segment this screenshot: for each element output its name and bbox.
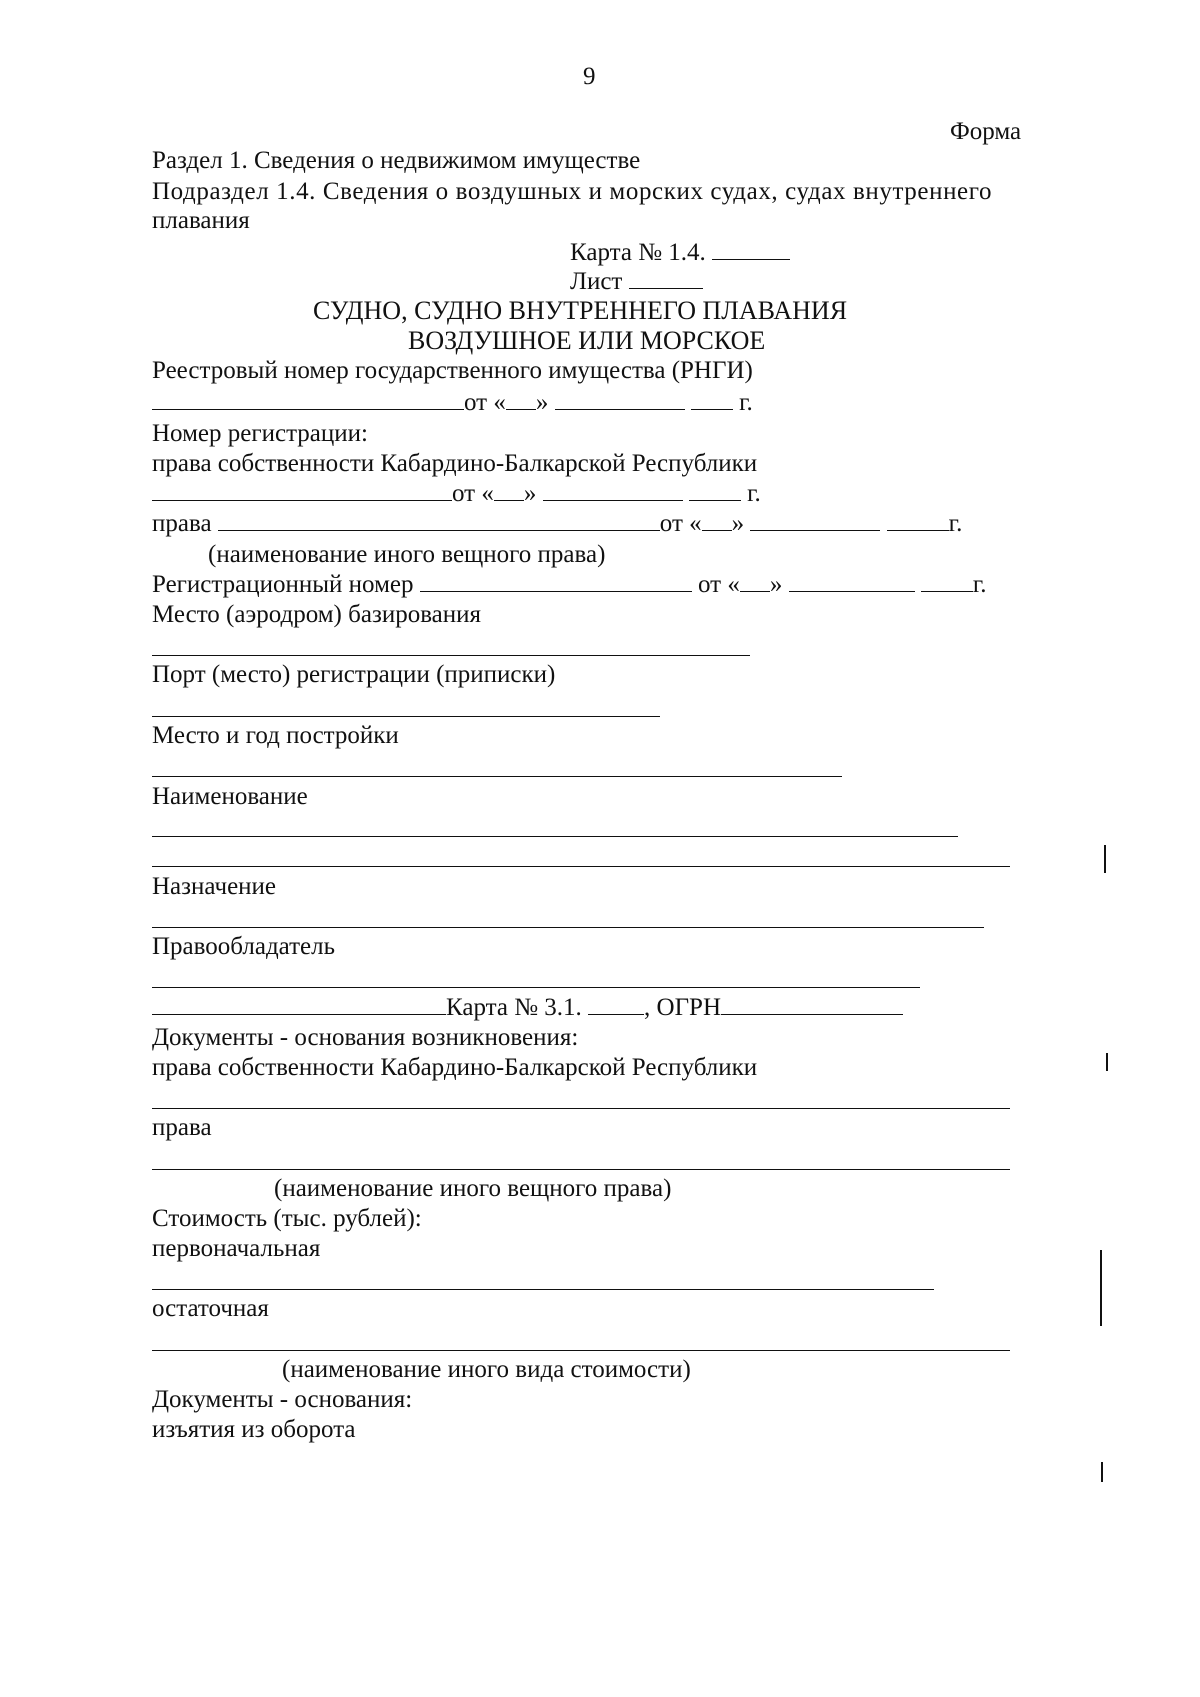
residual-cost-field[interactable] xyxy=(152,1350,1010,1351)
build-place-year-label: Место и год постройки xyxy=(152,722,399,749)
card-title-line1: СУДНО, СУДНО ВНУТРЕННЕГО ПЛАВАНИЯ xyxy=(313,296,848,325)
form-label: Форма xyxy=(950,118,1022,145)
purpose-field[interactable] xyxy=(152,927,984,928)
reg-number-month-field[interactable] xyxy=(789,571,915,592)
sheet-label: Лист xyxy=(570,268,623,295)
subsection-title-line2: плавания xyxy=(152,207,250,234)
year-suffix: г. xyxy=(972,571,987,598)
ogrn-field[interactable] xyxy=(721,994,903,1015)
rightholder-field[interactable] xyxy=(152,987,920,988)
other-right-reg-row xyxy=(152,509,962,539)
other-right-hint: (наименование иного вещного права) xyxy=(208,541,606,568)
ownership-reg-year-field[interactable] xyxy=(689,480,741,501)
ogrn-label: , ОГРН xyxy=(644,994,722,1021)
docs-origin-label: Документы - основания возникновения: xyxy=(152,1024,579,1051)
ownership-reg-row xyxy=(152,479,761,509)
other-right-month-field[interactable] xyxy=(750,510,880,531)
quote-close: » xyxy=(769,571,783,598)
ownership-right-label: права собственности Кабардино-Балкарской Республики xyxy=(152,450,758,477)
initial-cost-label: первоначальная xyxy=(152,1235,321,1262)
other-right-name-field[interactable] xyxy=(218,510,660,531)
build-place-year-field[interactable] xyxy=(152,776,842,777)
rngi-row xyxy=(152,388,753,418)
ownership-reg-month-field[interactable] xyxy=(543,480,683,501)
port-field[interactable] xyxy=(152,716,660,717)
reg-number-field[interactable] xyxy=(420,571,692,592)
cost-label: Стоимость (тыс. рублей): xyxy=(152,1205,422,1232)
scan-edge-mark xyxy=(1106,1053,1108,1071)
year-suffix: г. xyxy=(948,510,963,537)
reg-number-row xyxy=(152,570,987,600)
initial-cost-field[interactable] xyxy=(152,1289,934,1290)
card-number-field[interactable] xyxy=(712,239,790,260)
rngi-day-field[interactable] xyxy=(506,389,536,410)
port-label: Порт (место) регистрации (приписки) xyxy=(152,661,556,688)
from-label: от « xyxy=(464,389,506,416)
ownership-reg-number-field[interactable] xyxy=(152,480,452,501)
ownership-reg-day-field[interactable] xyxy=(494,480,524,501)
rngi-month-field[interactable] xyxy=(555,389,685,410)
withdrawal-label: изъятия из оборота xyxy=(152,1416,356,1443)
reg-number-label: Регистрационный номер xyxy=(152,571,414,598)
other-right-year-field[interactable] xyxy=(887,510,949,531)
name-field-line2[interactable] xyxy=(152,866,1010,867)
name-field-line1[interactable] xyxy=(152,836,958,837)
docs-right-field[interactable] xyxy=(152,1169,1010,1170)
docs-other-right-hint: (наименование иного вещного права) xyxy=(274,1175,672,1202)
quote-close: » xyxy=(535,389,549,416)
scan-edge-mark xyxy=(1101,1462,1103,1482)
scan-edge-mark xyxy=(1104,845,1106,873)
base-place-field[interactable] xyxy=(152,655,750,656)
docs-basis-label: Документы - основания: xyxy=(152,1386,413,1413)
card-number-label: Карта № 1.4. xyxy=(570,239,706,266)
rightholder-name-field[interactable] xyxy=(152,994,446,1015)
docs-ownership-label: права собственности Кабардино-Балкарской Республики xyxy=(152,1054,758,1081)
from-label: от « xyxy=(698,571,740,598)
card31-label: Карта № 3.1. xyxy=(446,994,582,1021)
year-suffix: г. xyxy=(747,480,761,507)
sheet-number-field[interactable] xyxy=(629,268,703,289)
name-label: Наименование xyxy=(152,783,308,810)
page-number: 9 xyxy=(583,63,596,90)
from-label: от « xyxy=(659,510,702,537)
from-label: от « xyxy=(452,480,494,507)
quote-close: » xyxy=(731,510,745,537)
docs-ownership-field[interactable] xyxy=(152,1108,1010,1109)
quote-close: » xyxy=(523,480,537,507)
base-place-label: Место (аэродром) базирования xyxy=(152,601,482,628)
other-cost-hint: (наименование иного вида стоимости) xyxy=(282,1356,691,1383)
purpose-label: Назначение xyxy=(152,873,277,900)
rngi-label: Реестровый номер государственного имущества (РНГИ) xyxy=(152,357,753,384)
section-title: Раздел 1. Сведения о недвижимом имуществе xyxy=(152,147,641,174)
right-label: права xyxy=(152,510,212,537)
sheet-row xyxy=(570,267,703,297)
rightholder-card-row xyxy=(152,993,903,1023)
scan-edge-mark xyxy=(1100,1250,1102,1326)
residual-cost-label: остаточная xyxy=(152,1295,269,1322)
reg-number-day-field[interactable] xyxy=(740,571,770,592)
card-number-row xyxy=(570,238,790,268)
card-title-line2: ВОЗДУШНОЕ ИЛИ МОРСКОЕ xyxy=(408,326,766,355)
other-right-day-field[interactable] xyxy=(702,510,732,531)
registration-label: Номер регистрации: xyxy=(152,420,368,447)
rngi-number-field[interactable] xyxy=(152,389,464,410)
reg-number-year-field[interactable] xyxy=(921,571,973,592)
rightholder-label: Правообладатель xyxy=(152,933,336,960)
docs-right-label: права xyxy=(152,1114,212,1141)
subsection-title-line1: Подраздел 1.4. Сведения о воздушных и морских судах, судах внутреннего xyxy=(152,178,993,205)
rngi-year-field[interactable] xyxy=(691,389,733,410)
year-suffix: г. xyxy=(739,389,753,416)
card31-number-field[interactable] xyxy=(588,994,644,1015)
